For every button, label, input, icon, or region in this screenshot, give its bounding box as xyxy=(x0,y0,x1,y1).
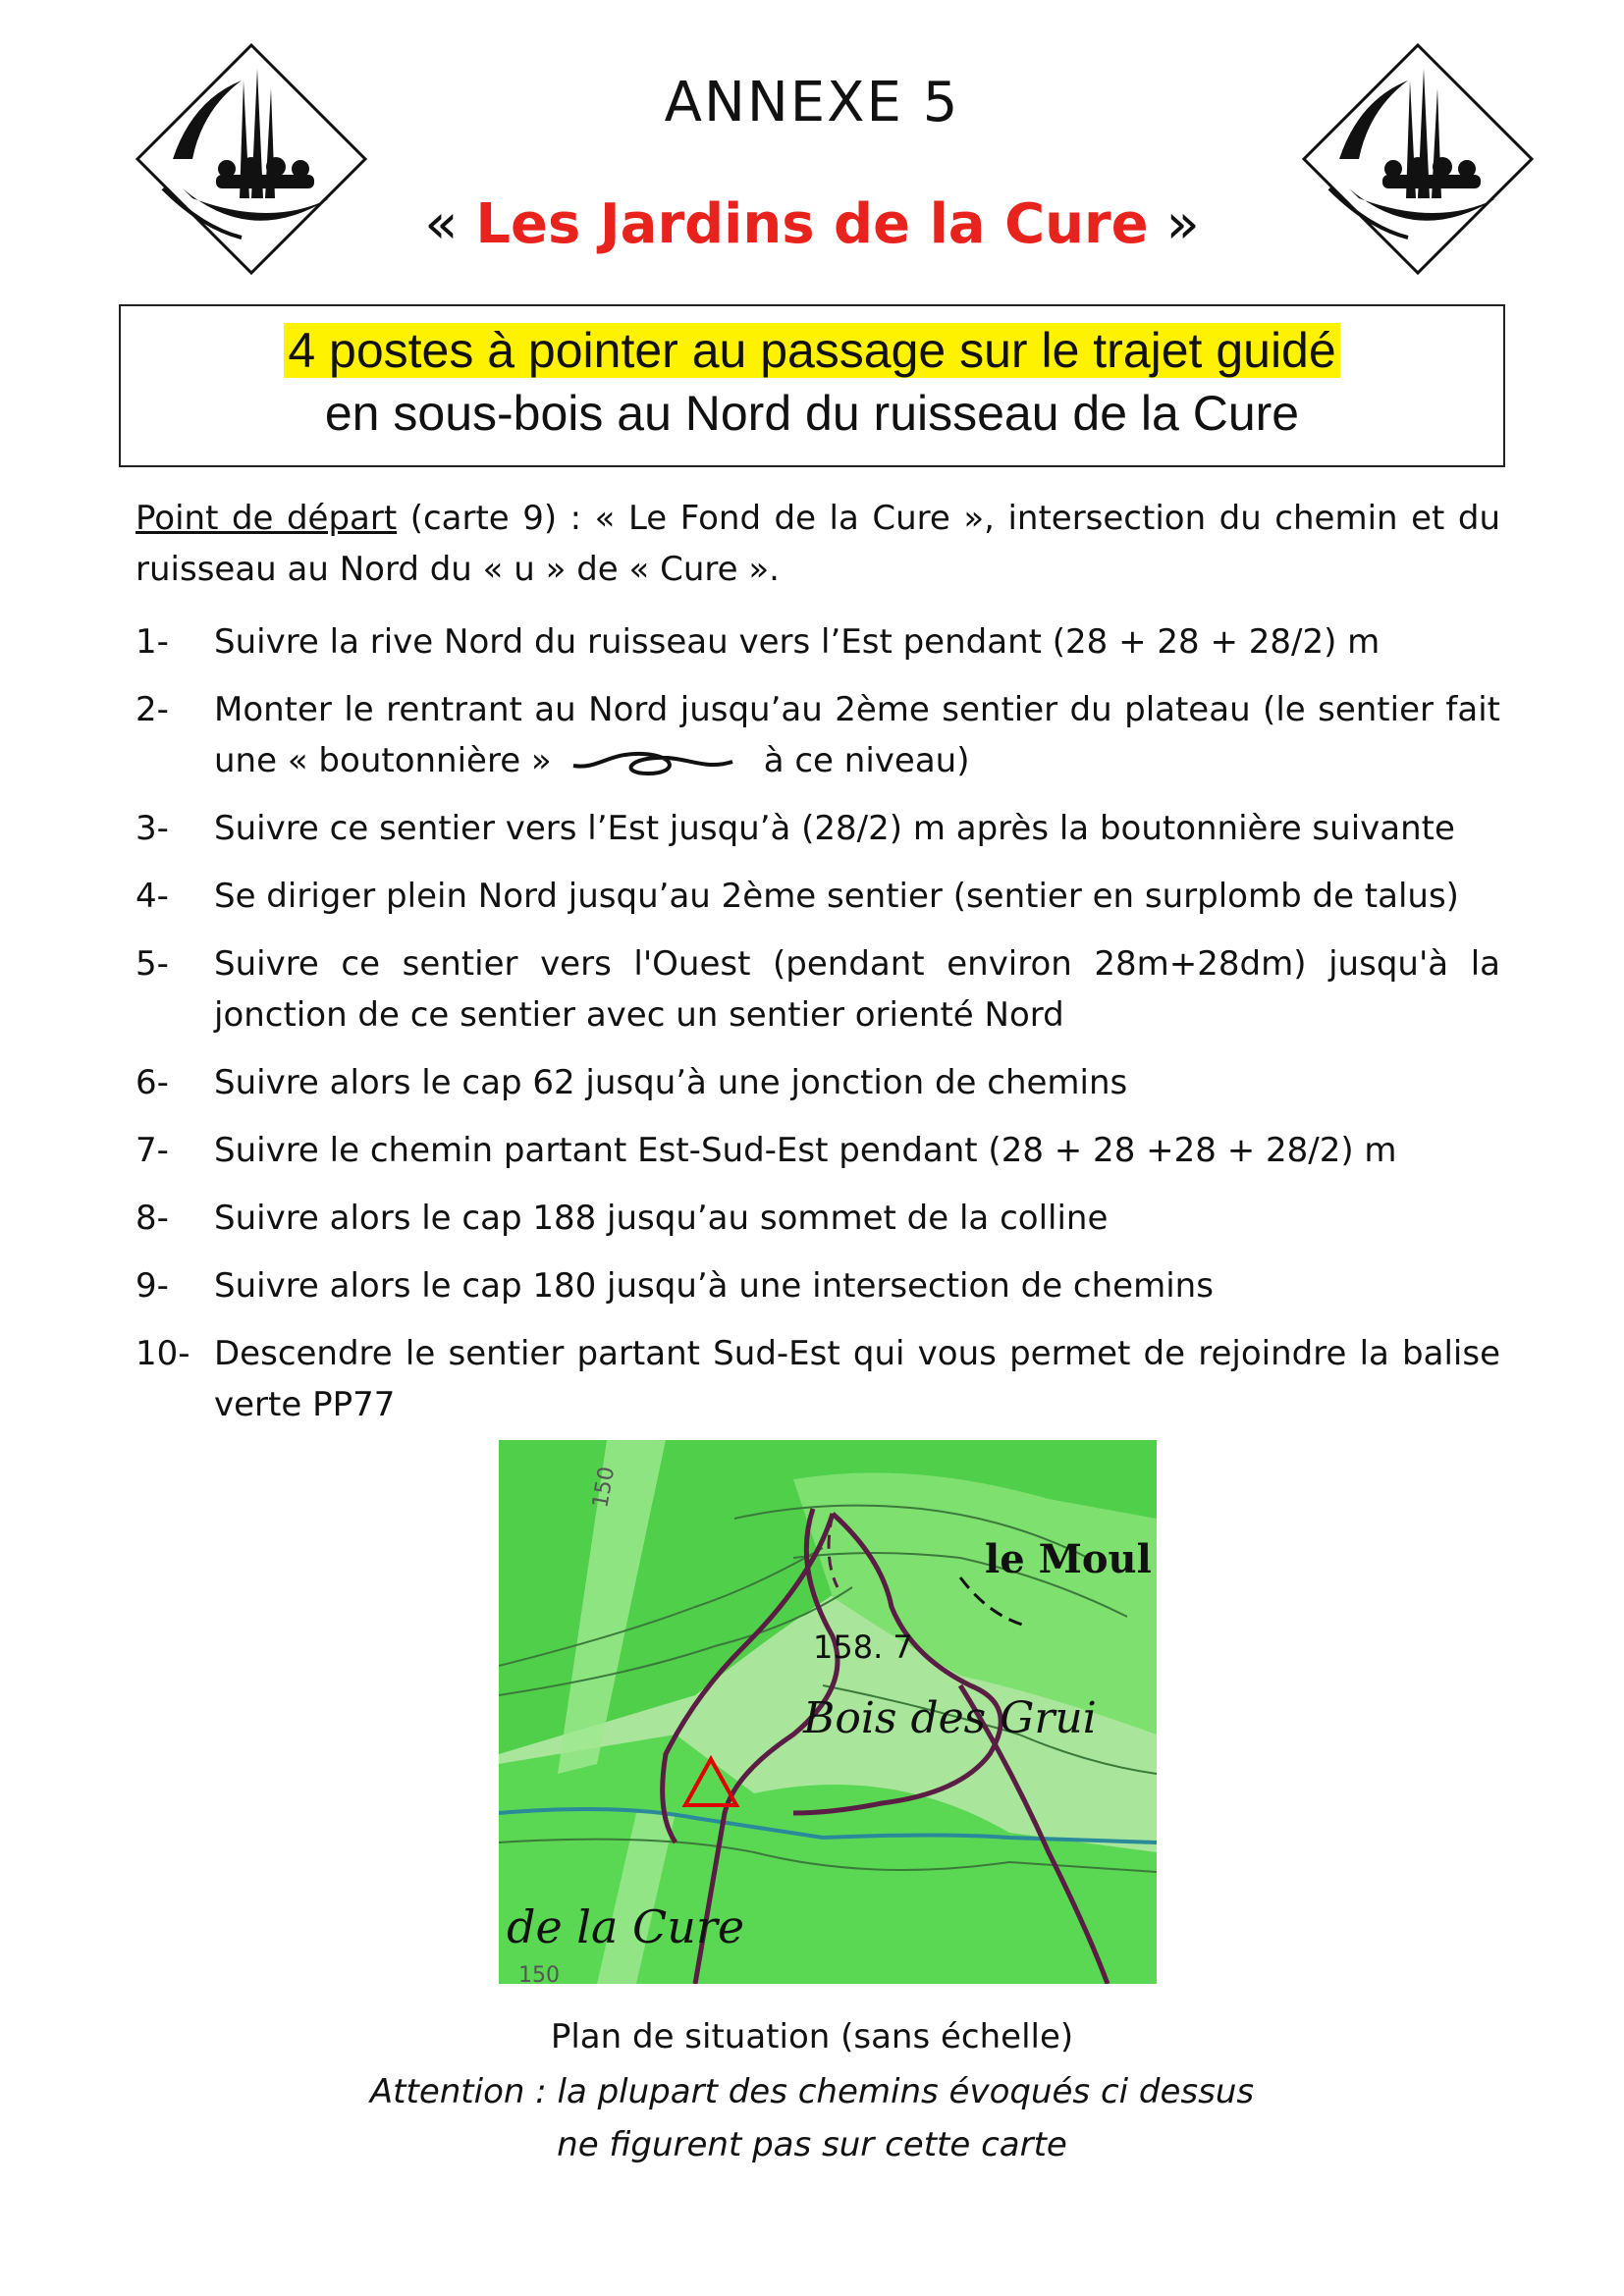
list-item xyxy=(135,1125,1500,1176)
step-number: 5- xyxy=(135,944,169,984)
step-text: Suivre alors le cap 188 jusqu’au sommet de la colline xyxy=(214,1199,1109,1238)
map-label-altitude: 158. 7 xyxy=(813,1629,913,1666)
map-contour-label-bottom: 150 xyxy=(518,1963,560,1984)
annexe-heading: ANNEXE 5 xyxy=(664,71,960,134)
map-caption: Plan de situation (sans échelle) xyxy=(550,2017,1074,2056)
list-item xyxy=(135,1328,1500,1430)
situation-map xyxy=(499,1440,1157,1984)
step-text: Suivre ce sentier vers l’Est jusqu’à (28/2) m après la boutonnière suivante xyxy=(214,809,1455,848)
map-note-line-1: Attention : la plupart des chemins évoqués ci dessus xyxy=(369,2072,1255,2111)
highlighted-text: 4 postes à pointer au passage sur le trajet guidé xyxy=(284,323,1339,378)
step-text: Monter le rentrant au Nord jusqu’au 2ème sentier du plateau (le sentier fait une « boutonnière » xyxy=(214,690,1500,780)
step-number: 7- xyxy=(135,1131,169,1170)
step-number: 9- xyxy=(135,1266,169,1306)
step-text: Suivre la rive Nord du ruisseau vers l’Est pendant (28 + 28 + 28/2) m xyxy=(214,622,1380,662)
step-number: 8- xyxy=(135,1199,169,1238)
step-number: 1- xyxy=(135,622,169,662)
step-number: 3- xyxy=(135,809,169,848)
map-label-bois: Bois des Grui xyxy=(803,1693,1097,1743)
map-label-moul: le Moul xyxy=(985,1536,1152,1582)
step-number: 10- xyxy=(135,1334,190,1373)
list-item xyxy=(135,803,1500,854)
list-item xyxy=(135,684,1500,786)
map-contour-label: 150 xyxy=(588,1465,621,1511)
starting-point xyxy=(135,493,1500,595)
summary-box xyxy=(119,304,1505,467)
starting-point-label: Point de départ xyxy=(135,499,398,538)
title-quote-open: « xyxy=(424,192,476,256)
step-text: Suivre alors le cap 62 jusqu’à une jonction de chemins xyxy=(214,1063,1128,1102)
title-text: Les Jardins de la Cure xyxy=(475,192,1149,256)
starting-point-text: (carte 9) : « Le Fond de la Cure », intersection du chemin et du ruisseau au Nord du « u » de « Cure ». xyxy=(135,499,1500,589)
step-text: Se diriger plein Nord jusqu’au 2ème sentier (sentier en surplomb de talus) xyxy=(214,877,1459,916)
list-item xyxy=(135,1260,1500,1311)
step-number: 6- xyxy=(135,1063,169,1102)
buttonhole-loop-icon xyxy=(569,748,736,777)
list-item xyxy=(135,1057,1500,1108)
step-text: Suivre ce sentier vers l'Ouest (pendant environ 28m+28dm) jusqu'à la jonction de ce sentier avec un sentier orienté Nord xyxy=(214,944,1500,1035)
list-item xyxy=(135,1193,1500,1244)
steps-list xyxy=(135,616,1500,1447)
list-item xyxy=(135,871,1500,922)
step-text: à ce niveau) xyxy=(763,741,970,780)
page-title xyxy=(0,192,1624,256)
summary-line-1 xyxy=(121,322,1503,379)
step-text: Suivre le chemin partant Est-Sud-Est pendant (28 + 28 +28 + 28/2) m xyxy=(214,1131,1397,1170)
step-number: 2- xyxy=(135,690,169,729)
summary-line-2: en sous-bois au Nord du ruisseau de la Cure xyxy=(324,386,1300,441)
list-item xyxy=(135,616,1500,667)
map-note-line-2: ne figurent pas sur cette carte xyxy=(557,2125,1067,2164)
step-number: 4- xyxy=(135,877,169,916)
step-text: Descendre le sentier partant Sud-Est qui vous permet de rejoindre la balise verte PP77 xyxy=(214,1334,1500,1424)
list-item xyxy=(135,938,1500,1041)
title-quote-close: » xyxy=(1148,192,1200,256)
map-label-cure: de la Cure xyxy=(507,1900,745,1953)
step-text: Suivre alors le cap 180 jusqu’à une intersection de chemins xyxy=(214,1266,1214,1306)
map-note xyxy=(0,2065,1624,2171)
